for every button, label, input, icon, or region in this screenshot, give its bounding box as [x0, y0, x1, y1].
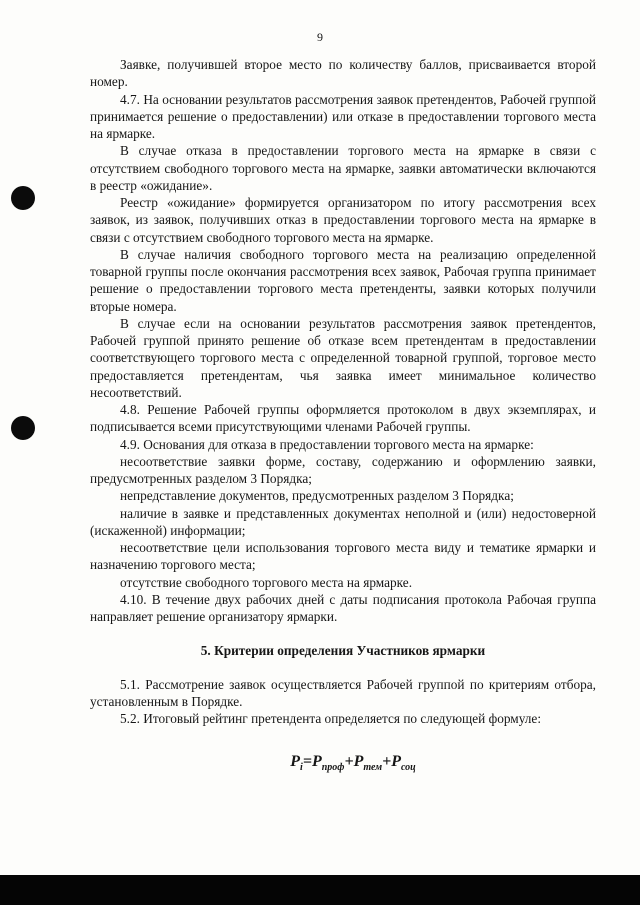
formula-operator: + — [344, 753, 354, 771]
formula-term-subscript: тем — [363, 762, 383, 774]
paragraph: 4.10. В течение двух рабочих дней с даты подписания протокола Рабочая группа направляет решение организатору ярмарки. — [90, 591, 596, 624]
formula-term: P — [353, 753, 364, 771]
paragraph: отсутствие свободного торгового места на ярмарке. — [120, 574, 413, 590]
paragraph: В случае наличия свободного торгового места на реализацию определенной товарной группы после окончания рассмотрения всех заявок, Рабочая группа принимает решение о предоставлении торгового места претенденты, заявки которых получили вторые номера. — [90, 246, 596, 314]
formula-term-subscript: соц — [400, 762, 416, 774]
paragraph: несоответствие цели использования торгового места виду и тематике ярмарки и назначению торгового места; — [90, 540, 596, 573]
scan-bottom-band — [0, 875, 640, 905]
paragraph-group-section-4 — [90, 56, 596, 625]
paragraph: В случае отказа в предоставлении торгового места на ярмарке в связи с отсутствием свободного торгового места на ярмарке, заявки автоматически включаются в реестр «ожидание». — [90, 143, 596, 193]
paragraph: В случае если на основании результатов рассмотрения заявок претендентов, Рабочей группой принято решение об отказе всем претендентам в предоставлении соответствующего торгового места с определенной товарной группой, торговое место предоставляется претендентам, чья заявка имеет минимальное количество несоответствий. — [90, 315, 596, 400]
formula-term-subscript: проф — [321, 762, 345, 774]
paragraph: 5.1. Рассмотрение заявок осуществляется Рабочей группой по критериям отбора, установленным в Порядке. — [90, 676, 596, 709]
paragraph: 4.7. На основании результатов рассмотрения заявок претендентов, Рабочей группой принимается решение о предоставлении) или отказе в предоставлении торгового места на ярмарке. — [90, 91, 596, 141]
paragraph: 4.9. Основания для отказа в предоставлении торгового места на ярмарке: — [120, 436, 534, 452]
formula-lhs: P — [290, 753, 301, 771]
formula-term: P — [311, 753, 322, 771]
paragraph: наличие в заявке и представленных документах неполной и (или) недостоверной (искаженной) информации; — [90, 505, 596, 538]
formula-terms — [311, 753, 416, 774]
paragraph: Заявке, получившей второе место по количеству баллов, присваивается второй номер. — [90, 57, 596, 90]
rating-formula — [90, 753, 596, 776]
paragraph: несоответствие заявки форме, составу, содержанию и оформлению заявки, предусмотренных разделом 3 Порядка; — [90, 453, 596, 486]
page-number: 9 — [317, 30, 323, 44]
punch-hole-middle — [11, 416, 35, 440]
document-body — [90, 56, 596, 777]
paragraph: 4.8. Решение Рабочей группы оформляется протоколом в двух экземплярах, и подписывается всеми присутствующими членами Рабочей группы. — [90, 402, 596, 435]
formula-term: P — [391, 753, 401, 771]
punch-hole-top — [11, 186, 35, 210]
paragraph: Реестр «ожидание» формируется организатором по итогу рассмотрения всех заявок, из заявок, получивших отказ в предоставлении торгового места на ярмарке в связи с отсутствием свободного торгового места на ярмарке. — [90, 195, 596, 245]
formula-lhs-subscript: i — [300, 762, 303, 774]
section-heading: 5. Критерии определения Участников ярмарки — [200, 643, 486, 659]
paragraph: непредставление документов, предусмотренных разделом 3 Порядка; — [120, 488, 514, 504]
paragraph-group-section-5 — [90, 676, 596, 728]
formula-operator: + — [382, 753, 392, 771]
paragraph: 5.2. Итоговый рейтинг претендента определяется по следующей формуле: — [120, 711, 542, 726]
formula-equals: = — [302, 753, 312, 771]
